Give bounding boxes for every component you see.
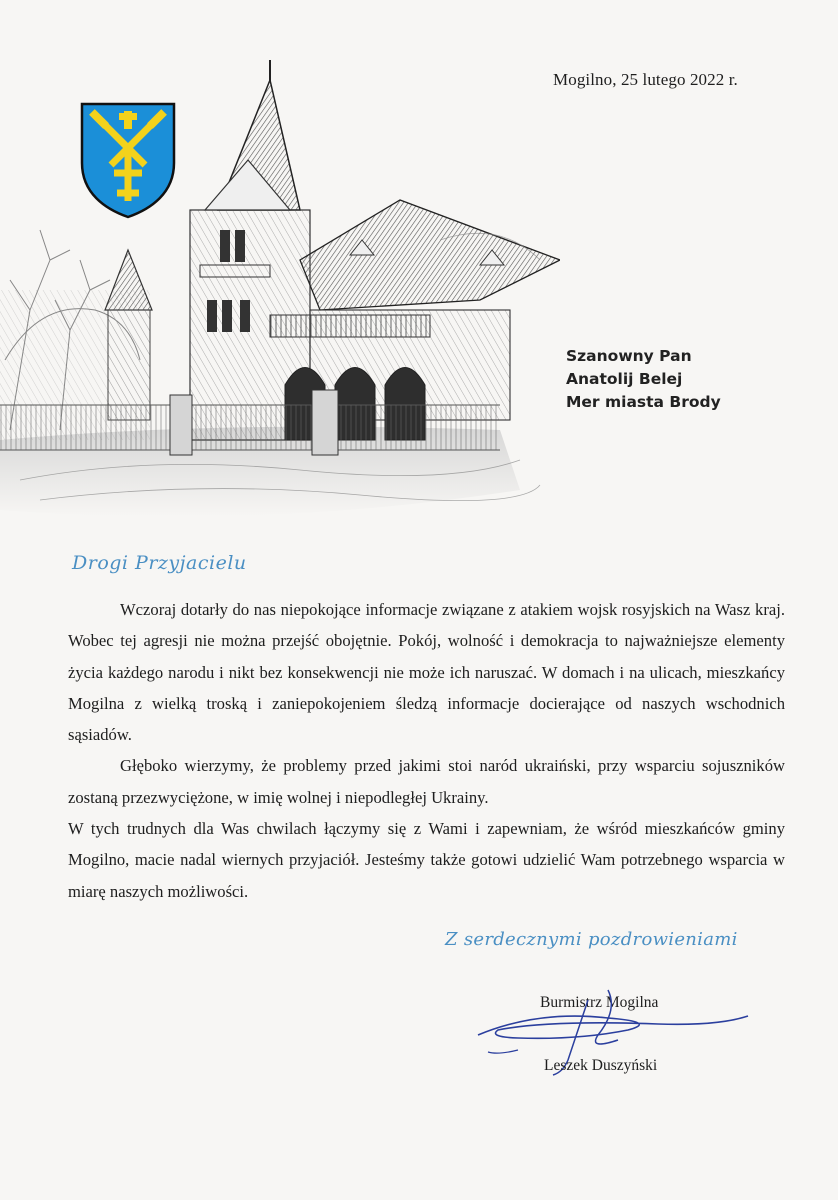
recipient-line-name: Anatolij Belej — [566, 370, 683, 388]
manor-house-sketch — [0, 60, 560, 530]
letter-greeting: Drogi Przyjacielu — [72, 552, 247, 574]
signatory-name: Leszek Duszyński — [544, 1057, 658, 1074]
letter-closing: Z serdecznymi pozdrowieniami — [445, 929, 738, 950]
letter-body — [68, 594, 785, 907]
paragraph-1: Wczoraj dotarły do nas niepokojące informacje związane z atakiem wojsk rosyjskich na Wasz kraj. Wobec tej agresji nie można przejść obojętnie. Pokój, wolność i demokracja to najważniejsze elementy życia każdego narodu i nikt bez konsekwencji nie może ich naruszać. W domach i na ulicach, mieszkańcy Mogilna z wielką troską i zaniepokojeniem śledzą informacje docierające od naszych wschodnich sąsiadów. — [68, 600, 785, 745]
recipient-line-salutation: Szanowny Pan — [566, 347, 692, 365]
signatory-role: Burmistrz Mogilna — [540, 994, 659, 1011]
letter-date: Mogilno, 25 lutego 2022 r. — [553, 70, 738, 89]
recipient-address — [566, 345, 721, 414]
recipient-line-title: Mer miasta Brody — [566, 393, 721, 411]
paragraph-2: Głęboko wierzymy, że problemy przed jakimi stoi naród ukraiński, przy wsparciu sojuszników zostaną przezwyciężone, w imię wolnej i niepodległej Ukrainy. — [68, 756, 785, 807]
paragraph-3: W tych trudnych dla Was chwilach łączymy się z Wami i zapewniam, że wśród mieszkańców gminy Mogilno, macie nadal wiernych przyjaciół. Jesteśmy także gotowi udzielić Wam potrzebnego wsparcia w miarę naszych możliwości. — [68, 819, 785, 901]
